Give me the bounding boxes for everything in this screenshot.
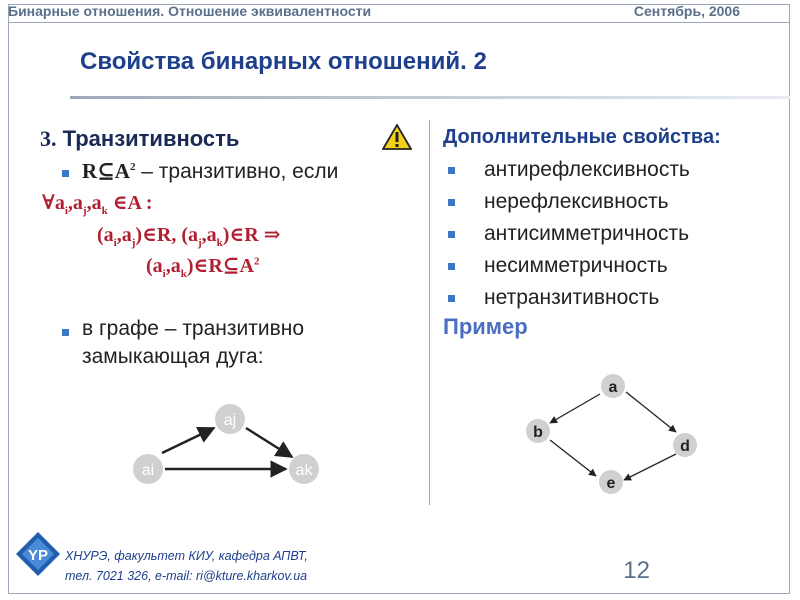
bullet-marker xyxy=(62,329,69,336)
header-topic: Бинарные отношения. Отношение эквивалентности xyxy=(8,3,372,19)
svg-text:ak: ak xyxy=(295,462,313,479)
transitive-graph xyxy=(120,395,370,505)
graph-note-line2: замыкающая дуга: xyxy=(82,345,264,368)
svg-text:d: d xyxy=(680,438,690,455)
list-item: нерефлексивность xyxy=(448,188,690,220)
example-label: Пример xyxy=(443,314,528,339)
node-aj xyxy=(215,404,245,434)
node-e xyxy=(599,470,623,494)
transitivity-definition: $R⊆A^2$ – транзитивно, если xyxy=(82,159,339,183)
title-underline xyxy=(70,96,790,99)
edge-d-e xyxy=(624,454,676,480)
edge-a-b xyxy=(550,394,600,423)
node-b xyxy=(526,419,550,443)
additional-properties-heading: Дополнительные свойства: xyxy=(443,126,721,148)
graph-note-line1: в графе – транзитивно xyxy=(82,317,305,340)
column-divider xyxy=(429,120,430,505)
properties-list xyxy=(448,156,690,316)
svg-text:ai: ai xyxy=(141,462,155,479)
list-item: антисимметричность xyxy=(448,220,690,252)
node-ak xyxy=(289,454,319,484)
formula-premise: $(a_i,a_j)\in R$, $(a_j,a_k)\in R$ ⇒ xyxy=(97,224,281,249)
footer-org: ХНУРЭ, факультет КИУ, кафедра АПВТ, xyxy=(65,549,308,563)
example-graph xyxy=(520,368,720,498)
edge-b-e xyxy=(550,440,596,476)
node-a xyxy=(601,374,625,398)
university-logo xyxy=(14,530,62,578)
edge-ai-aj xyxy=(162,428,214,453)
bullet-marker xyxy=(62,170,69,177)
slide-title: Свойства бинарных отношений. 2 xyxy=(80,48,487,75)
edge-a-d xyxy=(626,392,676,432)
node-d xyxy=(673,433,697,457)
warning-icon xyxy=(382,124,412,150)
list-item: нетранзитивность xyxy=(448,284,690,316)
formula-quantifier: $\forall a_i,a_j,a_k$ ∈A : xyxy=(42,192,153,217)
formula-conclusion: $(a_i,a_k)\in R⊆A^2$ xyxy=(146,255,260,280)
section-heading xyxy=(40,126,239,152)
header-date: Сентябрь, 2006 xyxy=(633,3,740,19)
node-ai xyxy=(133,454,163,484)
list-item: антирефлексивность xyxy=(448,156,690,188)
footer-contact: тел. 7021 326, e-mail: ri@kture.kharkov.ua xyxy=(65,569,308,583)
section-number: 3. xyxy=(40,126,57,151)
edge-aj-ak xyxy=(246,428,292,457)
section-title: Транзитивность xyxy=(62,126,240,151)
list-item: несимметричность xyxy=(448,252,690,284)
svg-text:aj: aj xyxy=(223,412,237,429)
svg-text:e: e xyxy=(606,475,616,492)
svg-text:YP: YP xyxy=(27,547,49,564)
svg-text:b: b xyxy=(533,424,543,441)
svg-text:a: a xyxy=(608,379,618,396)
header-divider xyxy=(8,22,790,23)
page-number: 12 xyxy=(623,557,650,584)
